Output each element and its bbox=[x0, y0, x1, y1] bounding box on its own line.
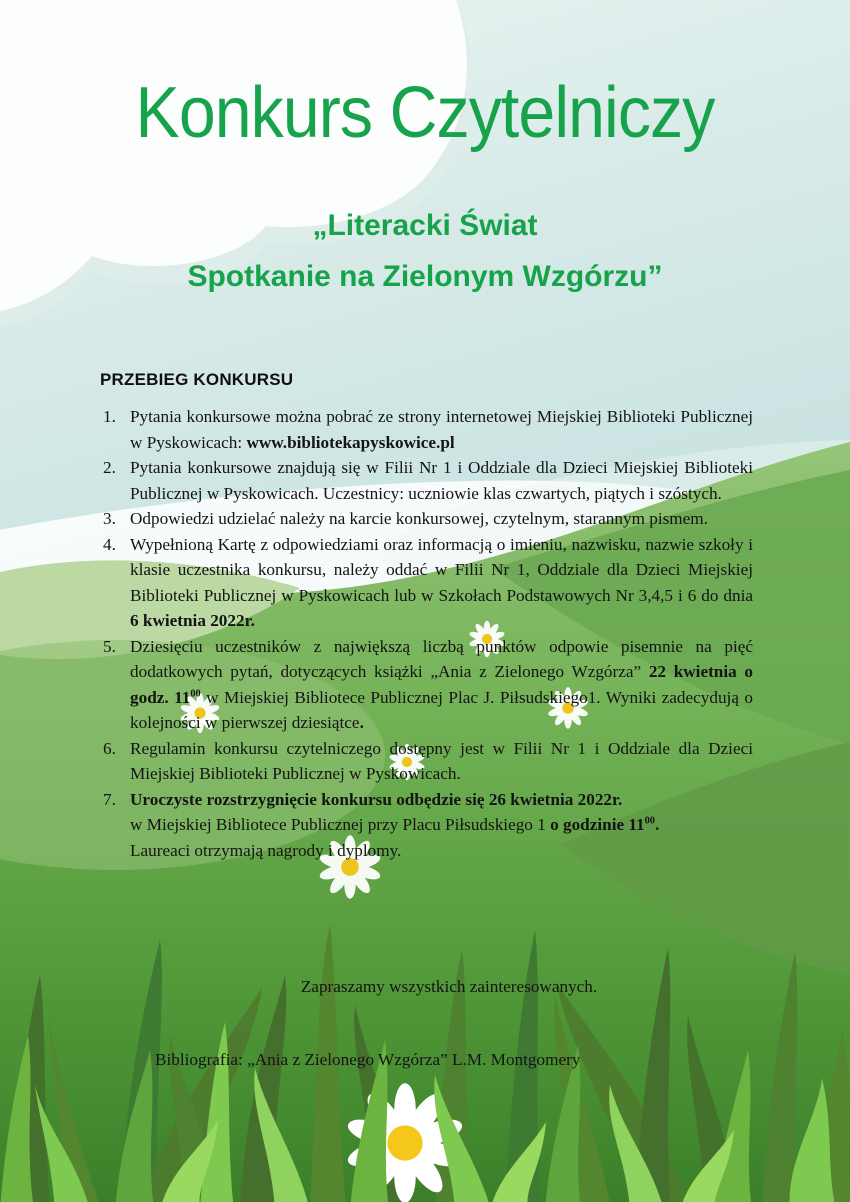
list-item-number: 7. bbox=[103, 789, 116, 809]
list-item-number: 2. bbox=[103, 458, 116, 477]
list-item-text: Dziesięciu uczestników z największą liczbą punktów odpowie pisemnie na pięć dodatkowych pytań, dotyczących książki „Ania z Zielonego Wzgórza” 22 kwietnia o godz. $11^{00}$ w Miejskiej Bibliotece Publicznej Plac J. Piłsudskiego1. Wyniki zadecydują o kolejności w pierwszej dziesiątce. bbox=[130, 636, 754, 732]
list-item-number: 4. bbox=[103, 534, 116, 554]
list-item-text: Regulamin konkursu czytelniczego dostępny jest w Filii Nr 1 i Oddziale dla Dzieci Miejskiej Biblioteki Publicznej w Pyskowicach. bbox=[130, 738, 753, 783]
bibliography-text: Bibliografia: „Ania z Zielonego Wzgórza” L.M. Montgomery bbox=[155, 1050, 581, 1069]
list-item-text: Pytania konkursowe można pobrać ze strony internetowej Miejskiej Biblioteki Publicznej w Pyskowicach: www.bibliotekapyskowice.pl bbox=[130, 407, 753, 452]
list-item bbox=[103, 736, 753, 787]
list-item-number: 5. bbox=[103, 636, 116, 656]
list-item-text: Pytania konkursowe znajdują się w Filii Nr 1 i Oddziale dla Dzieci Miejskiej Biblioteki Publicznej w Pyskowicach. Uczestnicy: uczniowie klas czwartych, piątych i szóstych. bbox=[130, 458, 753, 503]
poster-subtitle bbox=[0, 200, 850, 302]
list-item bbox=[103, 404, 753, 455]
list-item-number: 6. bbox=[103, 738, 116, 758]
list-item-number: 3. bbox=[103, 509, 116, 528]
list-item-number: 1. bbox=[103, 407, 116, 426]
page-title: Konkurs Czytelniczy bbox=[135, 73, 715, 153]
contest-list bbox=[103, 404, 753, 863]
subtitle-line-2: Spotkanie na Zielonym Wzgórzu” bbox=[187, 260, 663, 293]
list-item-text: Wypełnioną Kartę z odpowiedziami oraz informacją o imieniu, nazwisku, nazwie szkoły i klasie uczestnika konkursu, należy oddać w Filii Nr 1, Oddziale dla Dzieci Miejskiej Biblioteki Publicznej w Pyskowicach lub w Szkołach Podstawowych Nr 3,4,5 i 6 do dnia 6 kwietnia 2022r. bbox=[130, 534, 753, 630]
subtitle-line-1: „Literacki Świat bbox=[312, 209, 538, 242]
list-item bbox=[103, 787, 753, 864]
list-item bbox=[103, 532, 753, 634]
closing-text: Zapraszamy wszystkich zainteresowanych. bbox=[300, 977, 598, 996]
section-heading: PRZEBIEG KONKURSU bbox=[100, 370, 294, 389]
list-item-text: Odpowiedzi udzielać należy na karcie konkursowej, czytelnym, starannym pismem. bbox=[130, 509, 708, 528]
list-item-text: Uroczyste rozstrzygnięcie konkursu odbędzie się 26 kwietnia 2022r. w Miejskiej Bibliotece Publicznej przy Placu Piłsudskiego 1 o godzinie $11^{00}$. Laureaci otrzymają nagrody i dyplomy. bbox=[130, 789, 660, 860]
list-item bbox=[103, 506, 753, 532]
list-item bbox=[103, 634, 753, 736]
list-item bbox=[103, 455, 753, 506]
